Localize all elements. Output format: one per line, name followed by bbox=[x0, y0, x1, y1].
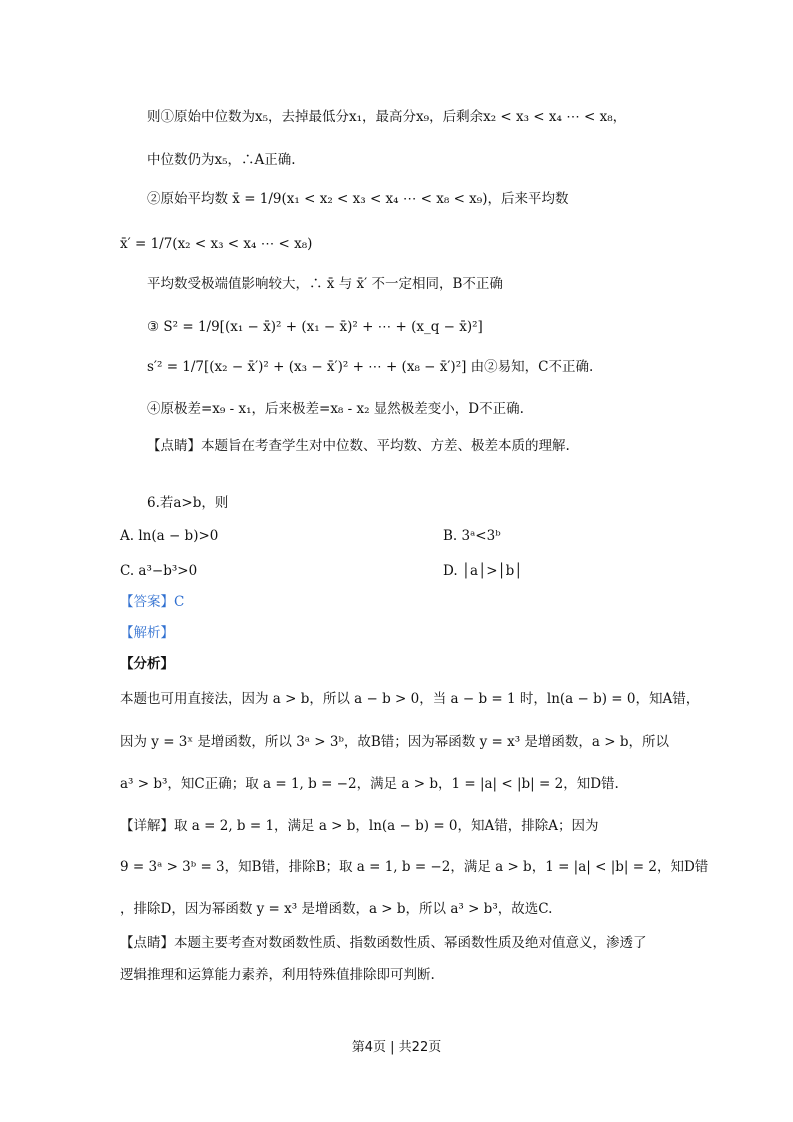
xiangjie-line-1: 【详解】取 a = 2, b = 1，满足 a > b，ln(a − b) = 0，知A错，排除A；因为 bbox=[120, 818, 599, 834]
xiangjie-line-3: ，排除D，因为幂函数 y = x³ 是增函数，a > b，所以 a³ > b³，故选C. bbox=[120, 901, 553, 917]
solution-mean: ②原始平均数 x̄ = 1/9(x₁ < x₂ < x₃ < x₄ ⋯ < x₈ < x₉)，后来平均数 bbox=[147, 191, 569, 207]
option-d: D. │a│>│b│ bbox=[443, 563, 523, 579]
solution-variance-original: ③ S² = 1/9[(x₁ − x̄)² + (x₁ − x̄)² + ⋯ + (x_q − x̄)²] bbox=[147, 319, 483, 335]
question-stem: 6.若a>b，则 bbox=[147, 495, 229, 511]
fenxi-label: 【分析】 bbox=[120, 656, 174, 672]
fenxi-line-3: a³ > b³，知C正确；取 a = 1, b = −2，满足 a > b，1 = |a| < |b| = 2，知D错. bbox=[120, 776, 619, 792]
option-a: A. ln(a − b)>0 bbox=[120, 528, 219, 544]
solution-variance-new: s′² = 1/7[(x₂ − x̄′)² + (x₃ − x̄′)² + ⋯ + (x₈ − x̄′)²] 由②易知，C不正确. bbox=[147, 359, 594, 375]
solution-median: 则①原始中位数为x₅，去掉最低分x₁，最高分x₉，后剩余x₂ < x₃ < x₄ ⋯ < x₈， bbox=[147, 109, 627, 125]
solution-mean-conclusion: 平均数受极端值影响较大，∴ x̄ 与 x̄′ 不一定相同，B不正确 bbox=[147, 276, 503, 292]
page-footer: 第4页 | 共22页 bbox=[351, 1040, 442, 1055]
solution-mean-new: x̄′ = 1/7(x₂ < x₃ < x₄ ⋯ < x₈) bbox=[120, 236, 313, 252]
dianjing-line-1: 【点睛】本题主要考查对数函数性质、指数函数性质、幂函数性质及绝对值意义，渗透了 bbox=[120, 935, 647, 951]
dianjing-line-2: 逻辑推理和运算能力素养，利用特殊值排除即可判断. bbox=[120, 967, 435, 983]
solution-range: ④原极差=x₉ - x₁，后来极差=x₈ - x₂ 显然极差变小，D不正确. bbox=[147, 401, 524, 417]
analysis-label: 【解析】 bbox=[120, 625, 174, 641]
fenxi-line-1: 本题也可用直接法，因为 a > b，所以 a − b > 0，当 a − b = 1 时，ln(a − b) = 0，知A错， bbox=[120, 691, 700, 707]
fenxi-line-2: 因为 y = 3ˣ 是增函数，所以 3ᵃ > 3ᵇ，故B错；因为幂函数 y = x³ 是增函数，a > b，所以 bbox=[120, 734, 670, 750]
solution-median-conclusion: 中位数仍为x₅，∴A正确. bbox=[147, 152, 296, 168]
key-point-1: 【点睛】本题旨在考查学生对中位数、平均数、方差、极差本质的理解. bbox=[147, 438, 570, 454]
answer-label: 【答案】C bbox=[120, 594, 185, 610]
option-b: B. 3ᵃ<3ᵇ bbox=[443, 528, 501, 544]
option-c: C. a³−b³>0 bbox=[120, 563, 198, 579]
xiangjie-line-2: 9 = 3ᵃ > 3ᵇ = 3，知B错，排除B；取 a = 1, b = −2，满足 a > b，1 = |a| < |b| = 2，知D错 bbox=[120, 859, 709, 875]
